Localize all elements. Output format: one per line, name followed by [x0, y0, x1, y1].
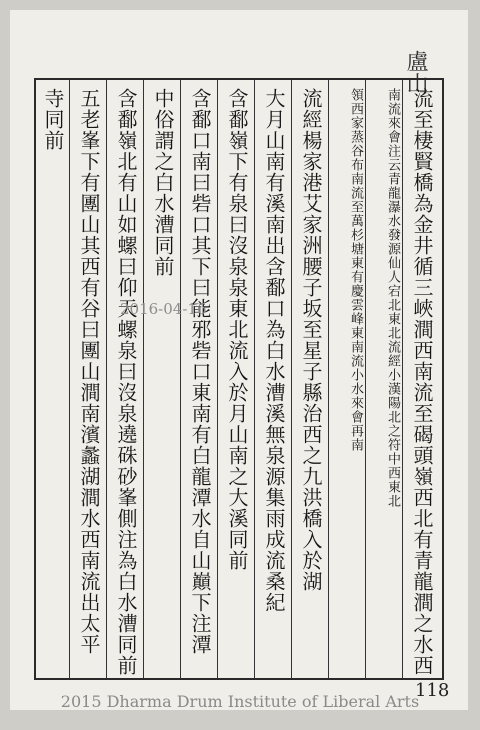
text-column-annotation: 領西家蒸谷布南流至萬杉塘東有慶雲峰東南流小水來會再南 — [348, 88, 363, 452]
text-column: 寺同前 — [41, 88, 65, 151]
column-rule — [365, 80, 366, 678]
column-rule — [180, 80, 181, 678]
text-column: 含鄱嶺北有山如螺曰仰天螺泉曰沒泉遶硃砂峯側注為白水漕同前 — [114, 88, 138, 676]
page-header-mark: 盧山 — [403, 50, 428, 94]
text-column: 流至棲賢橋為金井循三峽澗西南流至碣頭嶺西北有青龍澗之水西 — [410, 88, 434, 676]
text-column: 含鄱口南曰砦口其下曰能邪砦口東南有白龍潭水自山巔下注潭 — [188, 88, 212, 655]
footer-watermark: 2015 Dharma Drum Institute of Liberal Arts — [60, 692, 420, 711]
text-column: 大月山南有溪南出含鄱口為白水漕溪無泉源集雨成流桑紀 — [262, 88, 286, 613]
text-column: 含鄱嶺下有泉曰沒泉泉東北流入於月山南之大溪同前 — [225, 88, 249, 571]
column-rule — [291, 80, 292, 678]
column-rule — [254, 80, 255, 678]
book-page — [10, 10, 468, 710]
column-rule — [328, 80, 329, 678]
text-column: 五老峯下有團山其西有谷曰團山澗南濱蠡湖澗水西南流出太平 — [77, 88, 101, 655]
column-rule — [106, 80, 107, 678]
column-rule — [69, 80, 70, 678]
text-column: 流經楊家港艾家洲腰子坂至星子縣治西之九洪橋入於湖 — [299, 88, 323, 592]
column-rule — [217, 80, 218, 678]
column-rule — [143, 80, 144, 678]
column-rule — [402, 80, 403, 678]
text-frame — [34, 78, 444, 680]
page-number: 118 — [415, 680, 450, 701]
date-stamp: 2016-04-16 — [120, 300, 207, 318]
text-column: 中俗謂之白水漕同前 — [151, 88, 175, 277]
text-column-annotation: 南流來會注云青龍瀑水發源仙人宕北東北流經小漢陽北之符中西東北 — [385, 88, 400, 508]
